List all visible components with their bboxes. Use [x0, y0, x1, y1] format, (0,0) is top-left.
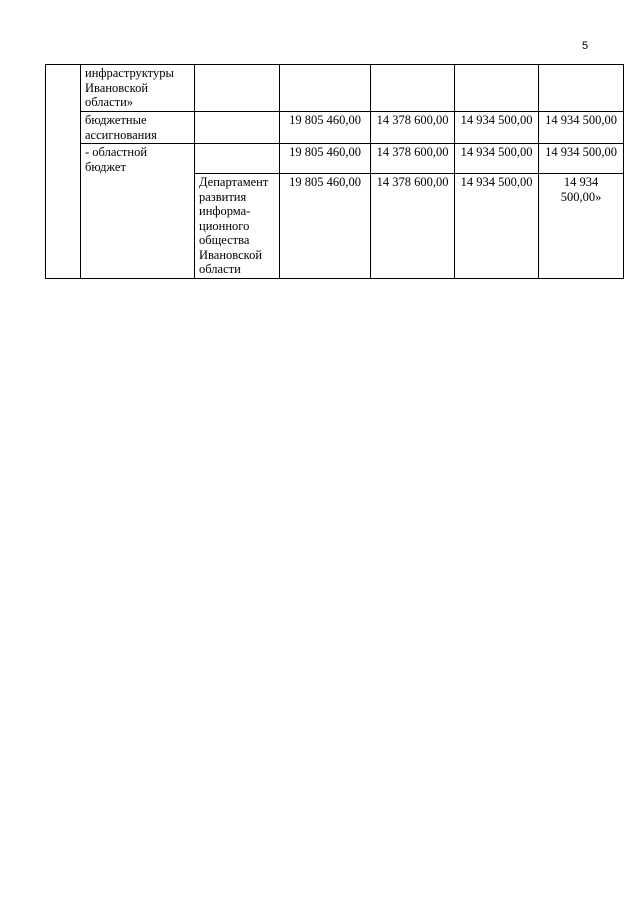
regional-budget-label-cell: - областной бюджет [81, 144, 195, 279]
page-number: 5 [582, 40, 589, 52]
budget-table [45, 64, 624, 279]
value-cell [455, 65, 539, 112]
program-name-cell: инфраструктуры Ивановской области» [81, 65, 195, 112]
value-cell: 14 378 600,00 [371, 144, 455, 174]
value-cell [371, 65, 455, 112]
executor-cell [195, 144, 280, 174]
value-cell: 14 378 600,00 [371, 112, 455, 144]
value-cell: 14 378 600,00 [371, 174, 455, 279]
table-row-regional-budget [46, 144, 624, 174]
table-row-budget-assignments [46, 112, 624, 144]
value-cell [280, 65, 371, 112]
value-cell: 19 805 460,00 [280, 144, 371, 174]
value-cell: 19 805 460,00 [280, 112, 371, 144]
value-cell [539, 65, 624, 112]
value-cell: 14 934 500,00» [539, 174, 624, 279]
value-cell: 19 805 460,00 [280, 174, 371, 279]
value-cell: 14 934 500,00 [455, 144, 539, 174]
value-cell: 14 934 500,00 [539, 144, 624, 174]
assignments-label-cell: бюджетные ассигнования [81, 112, 195, 144]
row-number-cell [46, 65, 81, 279]
executor-cell [195, 65, 280, 112]
executor-cell [195, 112, 280, 144]
department-executor-cell: Департамент развития информа-ционного общества Ивановской области [195, 174, 280, 279]
table-row-infrastructure [46, 65, 624, 112]
value-cell: 14 934 500,00 [455, 112, 539, 144]
value-cell: 14 934 500,00 [539, 112, 624, 144]
value-cell: 14 934 500,00 [455, 174, 539, 279]
